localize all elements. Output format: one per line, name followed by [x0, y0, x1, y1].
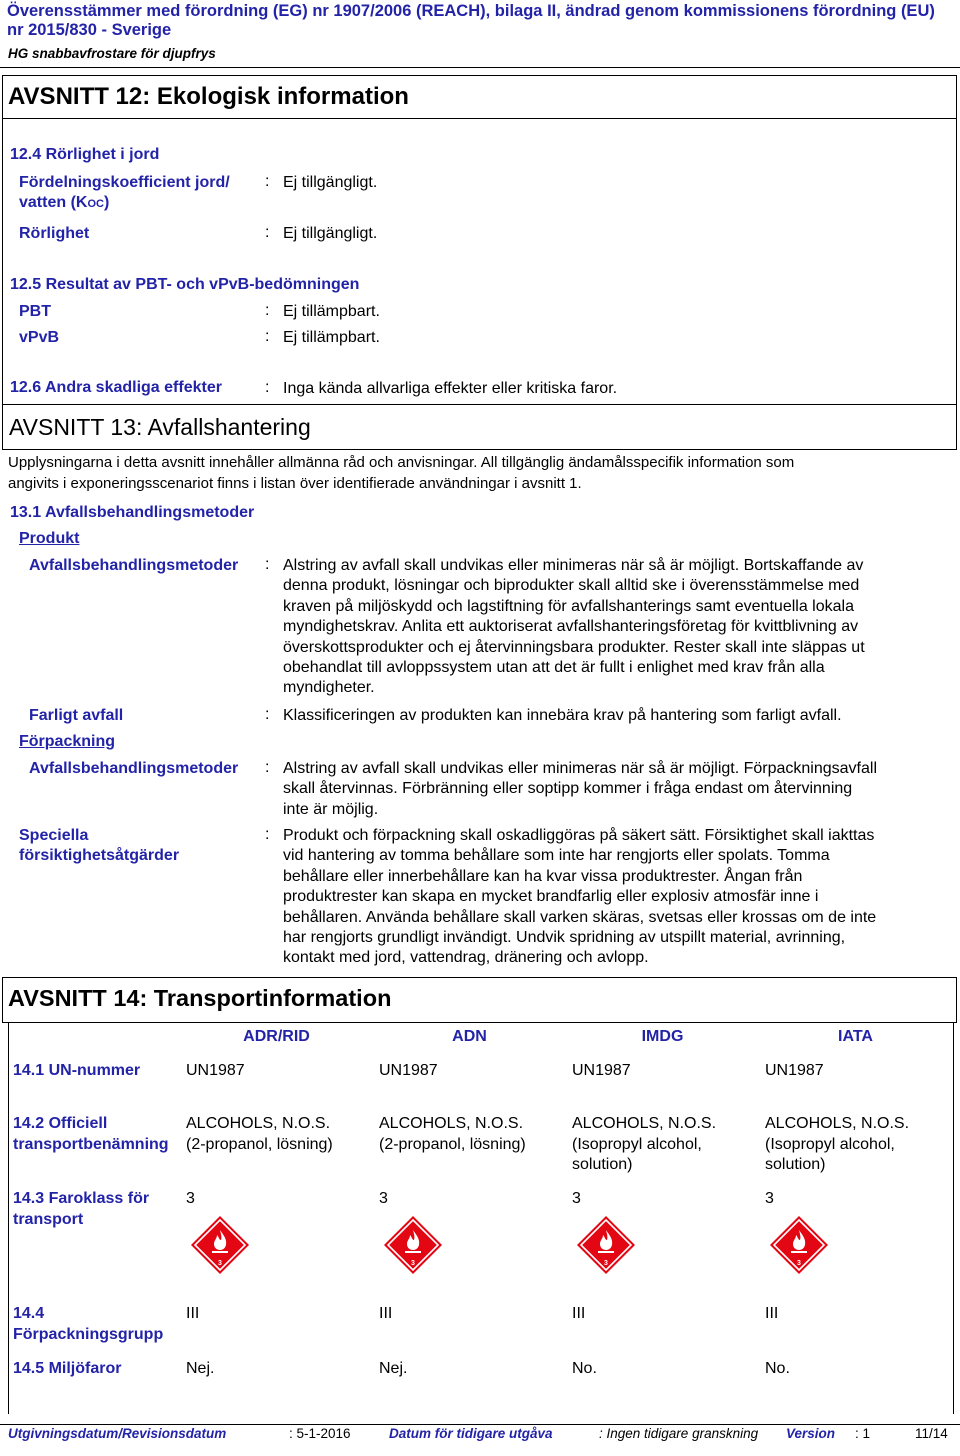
- footer-divider: [0, 1424, 960, 1425]
- hazardous-waste-label: Farligt avfall: [29, 707, 124, 724]
- column-header-adr-rid: ADR/RID: [243, 1028, 310, 1045]
- pictogram-class-number: 3: [604, 1260, 608, 1267]
- section-14-banner: [2, 977, 957, 1023]
- hazard-class-imdg: 3: [572, 1190, 581, 1207]
- packing-group-adr: III: [186, 1305, 200, 1322]
- version-value: : 1: [855, 1426, 871, 1441]
- un-number-adr: UN1987: [186, 1062, 245, 1079]
- hazardous-waste-colon: :: [265, 706, 270, 723]
- other-effects-colon: :: [265, 379, 270, 396]
- mobility-label: Rörlighet: [19, 225, 90, 242]
- un-number-label: 14.1 UN-nummer: [13, 1062, 141, 1079]
- other-effects-value: Inga kända allvarliga effekter eller kritiska faror.: [283, 380, 618, 397]
- previous-date-value: : Ingen tidigare granskning: [599, 1426, 759, 1441]
- environmental-hazards-imdg: No.: [572, 1360, 597, 1377]
- pictogram-class-number: 3: [218, 1260, 222, 1267]
- disposal-method-text: Alstring av avfall skall undvikas eller minimeras när så är möjligt. Bortskaffande av denna produkt, lösningar och biprodukter skall alltid ske i överensstämmelse med kraven på miljöskydd och lagstiftning för avfallshanterings samt eventuella lokala myndighetskrav. Anlita ett auktoriserat avfallshanteringsföretag för kvittblivning av överskottsprodukter och ej återvinningsbara produkter. Rester skall inte släppas ut obehandlat till avloppssystem utan att det är fullt i enlighet med krav från alla myndigheter.: [283, 557, 865, 697]
- special-precautions-text: Produkt och förpackning skall oskadliggöras på säkert sätt. Försiktighet skall iakttas vid hantering av tomma behållare som inte har rengjorts eller spolats. Tomma behållare eller innerbehållare kan ha kvar vissa produktrester. Ångan från produktrester kan skapa en mycket brandfarlig eller explosiv atmosfär inne i behållaren. Använda behållare skall varken skäras, svetsas eller krossas om de inte har rengjorts grundligt invändigt. Undvik spridning av utspillt material, avrinning, kontakt med jord, vattendrag, dränering och avlopp.: [283, 827, 877, 967]
- column-header-imdg: IMDG: [641, 1028, 684, 1045]
- column-header-adn: ADN: [452, 1028, 487, 1045]
- un-number-iata: UN1987: [765, 1062, 824, 1079]
- environmental-hazards-iata: No.: [765, 1360, 790, 1377]
- environmental-hazards-label: 14.5 Miljöfaror: [13, 1360, 122, 1377]
- shipping-name-adr: ALCOHOLS, N.O.S. (2-propanol, lösning): [186, 1115, 333, 1153]
- pbt-colon: :: [265, 302, 270, 319]
- mobility-colon: :: [265, 224, 270, 241]
- hazard-class-adn: 3: [379, 1190, 388, 1207]
- page-number: 11/14: [915, 1426, 948, 1441]
- column-header-iata: IATA: [838, 1028, 873, 1045]
- hazard-class-adr: 3: [186, 1190, 195, 1207]
- packing-group-adn: III: [379, 1305, 393, 1322]
- section-14-title: AVSNITT 14: Transportinformation: [8, 985, 392, 1011]
- un-number-imdg: UN1987: [572, 1062, 631, 1079]
- packaging-method-colon: :: [265, 759, 270, 776]
- subsection-12-4: 12.4 Rörlighet i jord: [10, 146, 160, 163]
- section-12-banner: [2, 75, 957, 119]
- vpvb-label: vPvB: [19, 329, 60, 346]
- disposal-method-colon: :: [265, 556, 270, 573]
- packing-group-imdg: III: [572, 1305, 586, 1322]
- issue-date-value: : 5-1-2016: [289, 1426, 351, 1441]
- packaging-heading: Förpackning: [19, 733, 116, 750]
- shipping-name-iata: ALCOHOLS, N.O.S. (Isopropyl alcohol, solution): [765, 1115, 910, 1173]
- pictogram-class-number: 3: [797, 1260, 801, 1267]
- hazard-class-iata: 3: [765, 1190, 774, 1207]
- packaging-method-label: Avfallsbehandlingsmetoder: [29, 760, 239, 777]
- product-name: HG snabbavfrostare för djupfrys: [8, 46, 216, 61]
- section-13-banner: [2, 404, 957, 450]
- pictogram-class-number: 3: [411, 1260, 415, 1267]
- pbt-value: Ej tillämpbart.: [283, 303, 380, 320]
- environmental-hazards-adn: Nej.: [379, 1360, 408, 1377]
- packing-group-iata: III: [765, 1305, 779, 1322]
- section-13-intro: Upplysningarna i detta avsnitt innehåller allmänna råd och anvisningar. All tillgänglig ändamålsspecifik information som angivits i exponeringsscenariot finns i listan över identifierade användningar i avsnitt 1.: [8, 454, 795, 492]
- un-number-adn: UN1987: [379, 1062, 438, 1079]
- document-header-title: Överensstämmer med förordning (EG) nr 1907/2006 (REACH), bilaga II, ändrad genom kommissionens förordning (EU) nr 2015/830 - Sverige: [7, 2, 935, 39]
- packing-group-label: 14.4 Förpackningsgrupp: [13, 1305, 164, 1343]
- flammable-liquid-pictogram-icon: [576, 1215, 636, 1275]
- flammable-liquid-pictogram-icon: [769, 1215, 829, 1275]
- disposal-method-label: Avfallsbehandlingsmetoder: [29, 557, 239, 574]
- pbt-label: PBT: [19, 303, 51, 320]
- special-precautions-colon: :: [265, 826, 270, 843]
- shipping-name-adn: ALCOHOLS, N.O.S. (2-propanol, lösning): [379, 1115, 526, 1153]
- mobility-value: Ej tillgängligt.: [283, 225, 378, 242]
- version-label: Version: [786, 1426, 836, 1441]
- subsection-13-1: 13.1 Avfallsbehandlingsmetoder: [10, 504, 255, 521]
- koc-colon: :: [265, 173, 270, 190]
- header-divider: [0, 67, 960, 68]
- previous-date-label: Datum för tidigare utgåva: [389, 1426, 553, 1441]
- shipping-name-imdg: ALCOHOLS, N.O.S. (Isopropyl alcohol, solution): [572, 1115, 717, 1173]
- vpvb-colon: :: [265, 328, 270, 345]
- subsection-12-5: 12.5 Resultat av PBT- och vPvB-bedömningen: [10, 276, 360, 293]
- hazardous-waste-value: Klassificeringen av produkten kan innebära krav på hantering som farligt avfall.: [283, 707, 842, 724]
- shipping-name-label: 14.2 Officiell transportbenämning: [13, 1115, 169, 1153]
- vpvb-value: Ej tillämpbart.: [283, 329, 380, 346]
- flammable-liquid-pictogram-icon: [383, 1215, 443, 1275]
- section-13-title: AVSNITT 13: Avfallshantering: [9, 414, 311, 440]
- special-precautions-label: Speciella försiktighetsåtgärder: [19, 827, 180, 864]
- koc-value: Ej tillgängligt.: [283, 174, 378, 191]
- hazard-class-label: 14.3 Faroklass för transport: [13, 1190, 150, 1228]
- subsection-12-6: 12.6 Andra skadliga effekter: [10, 379, 222, 396]
- flammable-liquid-pictogram-icon: [190, 1215, 250, 1275]
- issue-date-label: Utgivningsdatum/Revisionsdatum: [8, 1426, 227, 1441]
- section-12-title: AVSNITT 12: Ekologisk information: [8, 83, 409, 110]
- packaging-method-text: Alstring av avfall skall undvikas eller minimeras när så är möjligt. Förpackningsavfall skall återvinnas. Förbränning eller soptipp kommer i fråga endast om återvinning inte är möjlig.: [283, 760, 878, 818]
- environmental-hazards-adr: Nej.: [186, 1360, 215, 1377]
- product-heading: Produkt: [19, 530, 80, 547]
- koc-label: Fördelningskoefficient jord/ vatten (KOC): [19, 174, 230, 211]
